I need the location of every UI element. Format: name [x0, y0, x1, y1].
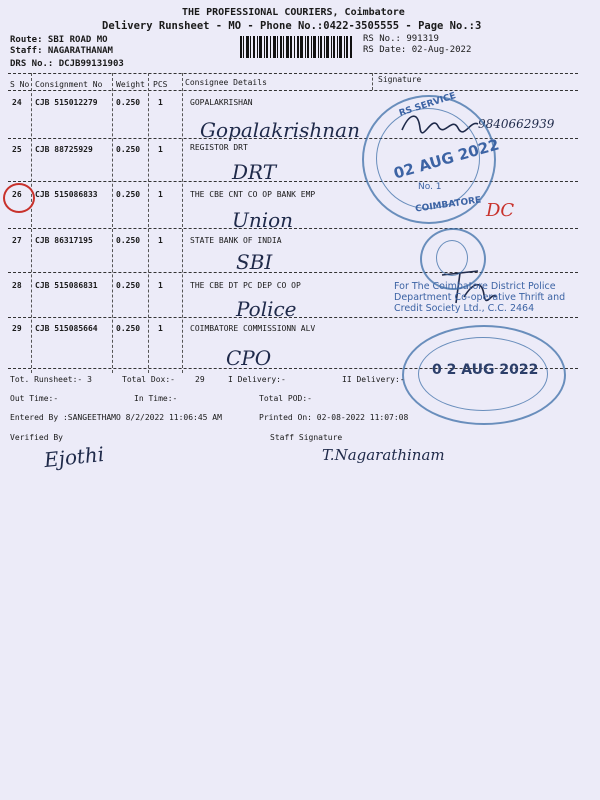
row-sno: 27 — [12, 236, 22, 245]
col-separator — [182, 73, 183, 373]
verifier-signature: Ejothi — [42, 441, 106, 473]
handwritten-phone: 9840662939 — [478, 117, 555, 131]
row-consignee: GOPALAKRISHAN — [190, 98, 253, 107]
out-time: Out Time:- — [10, 394, 59, 403]
staff-label: Staff: NAGARATHANAM — [10, 46, 113, 56]
runsheet-subtitle: Delivery Runsheet - MO - Phone No.:0422-3505555 - Page No.:3 — [102, 20, 482, 32]
col-header-sno: S No — [10, 80, 30, 89]
row-pcs: 1 — [158, 324, 163, 333]
row-pcs: 1 — [158, 145, 163, 154]
total-runsheet: Tot. Runsheet:- 3 — [10, 375, 92, 384]
stamp-date-text: 02 AUG 2022 — [391, 135, 502, 183]
total-dox-label: Total Dox:- — [122, 375, 175, 384]
row-rule — [8, 228, 578, 229]
row-weight: 0.250 — [116, 190, 141, 199]
row-consignment: CJB 515012279 — [35, 98, 98, 107]
rs-date: RS Date: 02-Aug-2022 — [363, 45, 472, 55]
row-consignee: THE CBE DT PC DEP CO OP — [190, 281, 301, 290]
col-separator — [31, 73, 32, 373]
row-weight: 0.250 — [116, 98, 141, 107]
col-header-consignment: Consignment No — [35, 80, 103, 89]
total-dox-value: 29 — [195, 375, 205, 384]
col-header-weight: Weight — [116, 80, 145, 89]
row-pcs: 1 — [158, 236, 163, 245]
rs-number: RS No.: 991319 — [363, 34, 439, 44]
handwritten-consignee: SBI — [236, 250, 273, 274]
row-consignee: STATE BANK OF INDIA — [190, 236, 282, 245]
total-pod: Total POD:- — [259, 394, 312, 403]
table-top-rule — [8, 73, 578, 74]
col-header-pcs: PCS — [153, 80, 168, 89]
col-separator — [112, 73, 113, 373]
row-pcs: 1 — [158, 98, 163, 107]
row-consignment: CJB 515085664 — [35, 324, 98, 333]
row-consignment: CJB 515086833 — [35, 190, 98, 199]
row-consignment: CJB 88725929 — [35, 145, 93, 154]
first-delivery: I Delivery:- — [228, 375, 286, 384]
row-rule — [8, 181, 578, 182]
row-weight: 0.250 — [116, 281, 141, 290]
row-consignment: CJB 86317195 — [35, 236, 93, 245]
row-consignee: THE CBE CNT CO OP BANK EMP — [190, 190, 316, 199]
stamp-city-text: COIMBATORE — [414, 195, 482, 215]
row-pcs: 1 — [158, 190, 163, 199]
row-rule — [8, 317, 578, 318]
stamp-ring-text: RS SERVICE — [397, 91, 458, 119]
row-weight: 0.250 — [116, 236, 141, 245]
printed-on: Printed On: 02-08-2022 11:07:08 — [259, 413, 409, 422]
handwritten-consignee: DRT — [232, 160, 277, 184]
handwritten-consignee: Union — [232, 208, 294, 232]
row-sno: 25 — [12, 145, 22, 154]
handwritten-consignee: Police — [236, 297, 297, 321]
col-header-consignee: Consignee Details — [185, 78, 267, 87]
stamp-date-text: 0 2 AUG 2022 — [432, 362, 539, 378]
row-sno: 24 — [12, 98, 22, 107]
handwritten-consignee: Gopalakrishnan — [200, 118, 360, 142]
stamp-number-text: No. 1 — [418, 182, 442, 192]
col-separator — [148, 73, 149, 373]
society-stamp-text: For The Coimbatore District Police Department Co-operative Thrift and Credit Society Ltd., C.C. 2464 — [394, 281, 566, 314]
entered-by: Entered By :SANGEETHAMO 8/2/2022 11:06:45 AM — [10, 413, 222, 422]
verified-by-label: Verified By — [10, 433, 63, 442]
barcode-image — [240, 36, 352, 58]
row-consignee: COIMBATORE COMMISSIONN ALV — [190, 324, 316, 333]
row-weight: 0.250 — [116, 145, 141, 154]
staff-handwritten-signature: T.Nagarathinam — [322, 446, 445, 464]
row-consignee: REGISTOR DRT — [190, 143, 248, 152]
handwritten-consignee: CPO — [226, 346, 272, 370]
row-pcs: 1 — [158, 281, 163, 290]
dc-mark: DC — [486, 200, 515, 221]
row-consignment: CJB 515086831 — [35, 281, 98, 290]
row-sno: 29 — [12, 324, 22, 333]
drs-number: DRS No.: DCJB99131903 — [10, 59, 124, 69]
second-delivery: II Delivery:- — [342, 375, 405, 384]
staff-signature-label: Staff Signature — [270, 433, 343, 442]
col-header-signature: Signature — [378, 75, 422, 84]
in-time: In Time:- — [134, 394, 178, 403]
route-label: Route: SBI ROAD MO — [10, 35, 108, 45]
col-separator — [372, 73, 373, 90]
row-weight: 0.250 — [116, 324, 141, 333]
row-sno: 26 — [12, 190, 22, 199]
table-header-rule — [8, 90, 578, 91]
bank-oval-stamp-inner — [436, 240, 468, 276]
row-sno: 28 — [12, 281, 22, 290]
company-title: THE PROFESSIONAL COURIERS, Coimbatore — [182, 7, 405, 18]
